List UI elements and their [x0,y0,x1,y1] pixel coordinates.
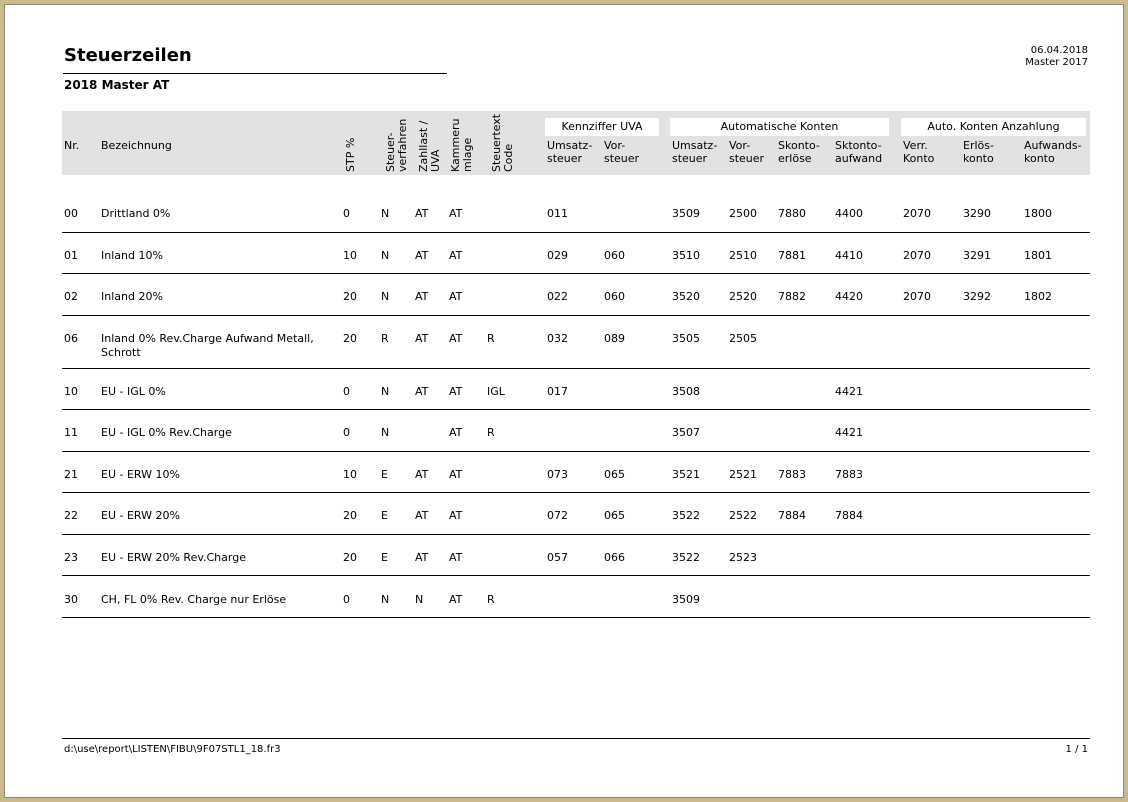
cell-anz_v: 2070 [903,207,931,220]
cell-uva_v: 066 [604,551,625,564]
report-subtitle: 2018 Master AT [64,78,170,92]
cell-stp: 0 [343,207,350,220]
header-anz-verrkonto: Verr. Konto [903,139,935,165]
header-ak-umsatzsteuer: Umsatz- steuer [672,139,718,165]
row-divider [62,534,1090,535]
cell-sv: R [381,332,389,345]
cell-nr: 01 [64,249,78,262]
header-stp: STP % [344,137,357,172]
cell-stp: 0 [343,426,350,439]
cell-ku: AT [449,468,463,481]
row-divider [62,451,1090,452]
header-uva-vorsteuer: Vor- steuer [604,139,640,165]
cell-uva_u: 073 [547,468,568,481]
cell-ak_u: 3521 [672,468,700,481]
cell-uva_v: 060 [604,290,625,303]
row-divider [62,315,1090,316]
cell-stp: 20 [343,290,357,303]
cell-nr: 23 [64,551,78,564]
cell-bez: EU - ERW 20% [101,509,180,522]
row-divider [62,368,1090,369]
footer-rule [62,738,1090,739]
row-divider [62,575,1090,576]
cell-st: R [487,426,495,439]
header-group-automatische-konten: Automatische Konten [670,118,889,136]
cell-ku: AT [449,551,463,564]
cell-bez: EU - ERW 10% [101,468,180,481]
cell-nr: 10 [64,385,78,398]
report-title: Steuerzeilen [64,45,192,66]
cell-sv: N [381,290,390,303]
cell-ak_v: 2523 [729,551,757,564]
cell-zl: AT [415,249,429,262]
cell-stp: 0 [343,385,350,398]
cell-ak_u: 3508 [672,385,700,398]
report-date: 06.04.2018 [1030,45,1088,56]
cell-bez: Drittland 0% [101,207,171,220]
cell-zl: AT [415,290,429,303]
cell-anz_e: 3291 [963,249,991,262]
cell-nr: 21 [64,468,78,481]
header-kammerumlage: Kammeru mlage [449,118,474,172]
cell-zl: AT [415,468,429,481]
cell-bez: EU - IGL 0% Rev.Charge [101,426,232,439]
cell-bez: Inland 20% [101,290,163,303]
cell-ku: AT [449,332,463,345]
cell-nr: 06 [64,332,78,345]
header-anz-aufwandskonto: Aufwands- konto [1024,139,1082,165]
cell-bez-line2: Schrott [101,346,141,359]
cell-ku: AT [449,426,463,439]
header-bezeichnung: Bezeichnung [101,139,172,152]
header-steuerverfahren: Steuer- verfahren [384,118,409,172]
cell-stp: 20 [343,551,357,564]
cell-ak_s: 7884 [778,509,806,522]
cell-ku: AT [449,385,463,398]
cell-ku: AT [449,290,463,303]
cell-anz_v: 2070 [903,249,931,262]
cell-bez: Inland 0% Rev.Charge Aufwand Metall, [101,332,314,345]
cell-ak_s: 7881 [778,249,806,262]
cell-bez: CH, FL 0% Rev. Charge nur Erlöse [101,593,287,606]
cell-ak_v: 2500 [729,207,757,220]
header-nr: Nr. [64,139,80,152]
cell-uva_v: 060 [604,249,625,262]
cell-ak_v: 2522 [729,509,757,522]
header-ak-skontoerloese: Skonto- erlöse [778,139,820,165]
cell-uva_v: 065 [604,509,625,522]
cell-ak_u: 3509 [672,207,700,220]
cell-anz_a: 1800 [1024,207,1052,220]
footer-page-number: 1 / 1 [1065,744,1088,755]
header-anz-erloeskonto: Erlös- konto [963,139,994,165]
cell-bez: EU - IGL 0% [101,385,166,398]
cell-nr: 11 [64,426,78,439]
cell-uva_u: 072 [547,509,568,522]
cell-st: R [487,332,495,345]
cell-ak_a: 4400 [835,207,863,220]
cell-uva_v: 089 [604,332,625,345]
row-divider [62,273,1090,274]
cell-sv: N [381,426,390,439]
cell-uva_u: 029 [547,249,568,262]
header-uva-umsatzsteuer: Umsatz- steuer [547,139,593,165]
cell-uva_u: 011 [547,207,568,220]
cell-zl: AT [415,385,429,398]
cell-ku: AT [449,593,463,606]
cell-uva_u: 057 [547,551,568,564]
cell-ak_a: 4410 [835,249,863,262]
header-zahllast: Zahllast / UVA [417,120,442,172]
cell-ak_u: 3505 [672,332,700,345]
cell-uva_u: 022 [547,290,568,303]
cell-zl: AT [415,207,429,220]
cell-uva_v: 065 [604,468,625,481]
cell-ak_v: 2520 [729,290,757,303]
header-group-anzahlung: Auto. Konten Anzahlung [901,118,1086,136]
cell-nr: 30 [64,593,78,606]
row-divider [62,409,1090,410]
cell-zl: N [415,593,424,606]
cell-ku: AT [449,207,463,220]
cell-stp: 0 [343,593,350,606]
cell-nr: 22 [64,509,78,522]
cell-nr: 00 [64,207,78,220]
cell-ak_a: 7884 [835,509,863,522]
cell-anz_e: 3292 [963,290,991,303]
report-master: Master 2017 [1025,57,1088,68]
cell-sv: N [381,249,390,262]
cell-nr: 02 [64,290,78,303]
cell-sv: E [381,509,388,522]
cell-anz_a: 1802 [1024,290,1052,303]
header-steuertext: Steuertext Code [490,113,515,172]
cell-ak_a: 4420 [835,290,863,303]
cell-ak_v: 2510 [729,249,757,262]
cell-ak_s: 7880 [778,207,806,220]
cell-st: R [487,593,495,606]
title-underline [63,73,447,74]
cell-ak_u: 3522 [672,551,700,564]
cell-ak_v: 2505 [729,332,757,345]
header-ak-vorsteuer: Vor- steuer [729,139,765,165]
cell-ak_u: 3507 [672,426,700,439]
cell-bez: Inland 10% [101,249,163,262]
cell-ak_u: 3520 [672,290,700,303]
cell-sv: E [381,551,388,564]
cell-anz_a: 1801 [1024,249,1052,262]
cell-sv: N [381,385,390,398]
cell-ak_u: 3510 [672,249,700,262]
cell-ku: AT [449,509,463,522]
cell-ak_s: 7882 [778,290,806,303]
cell-ak_a: 4421 [835,385,863,398]
cell-ak_u: 3522 [672,509,700,522]
cell-ak_s: 7883 [778,468,806,481]
cell-zl: AT [415,332,429,345]
cell-sv: E [381,468,388,481]
row-divider [62,232,1090,233]
cell-zl: AT [415,551,429,564]
cell-zl: AT [415,509,429,522]
cell-stp: 20 [343,332,357,345]
cell-stp: 20 [343,509,357,522]
header-ak-sktontoaufwand: Sktonto- aufwand [835,139,883,165]
cell-anz_v: 2070 [903,290,931,303]
cell-anz_e: 3290 [963,207,991,220]
cell-ak_v: 2521 [729,468,757,481]
cell-ak_u: 3509 [672,593,700,606]
cell-uva_u: 017 [547,385,568,398]
row-divider [62,492,1090,493]
cell-ak_a: 4421 [835,426,863,439]
cell-uva_u: 032 [547,332,568,345]
footer-file-path: d:\use\report\LISTEN\FIBU\9F07STL1_18.fr3 [64,744,281,755]
cell-stp: 10 [343,468,357,481]
cell-ku: AT [449,249,463,262]
cell-ak_a: 7883 [835,468,863,481]
cell-sv: N [381,207,390,220]
cell-bez: EU - ERW 20% Rev.Charge [101,551,246,564]
row-divider [62,617,1090,618]
cell-stp: 10 [343,249,357,262]
cell-sv: N [381,593,390,606]
cell-st: IGL [487,385,505,398]
header-group-kennziffer-uva: Kennziffer UVA [545,118,659,136]
